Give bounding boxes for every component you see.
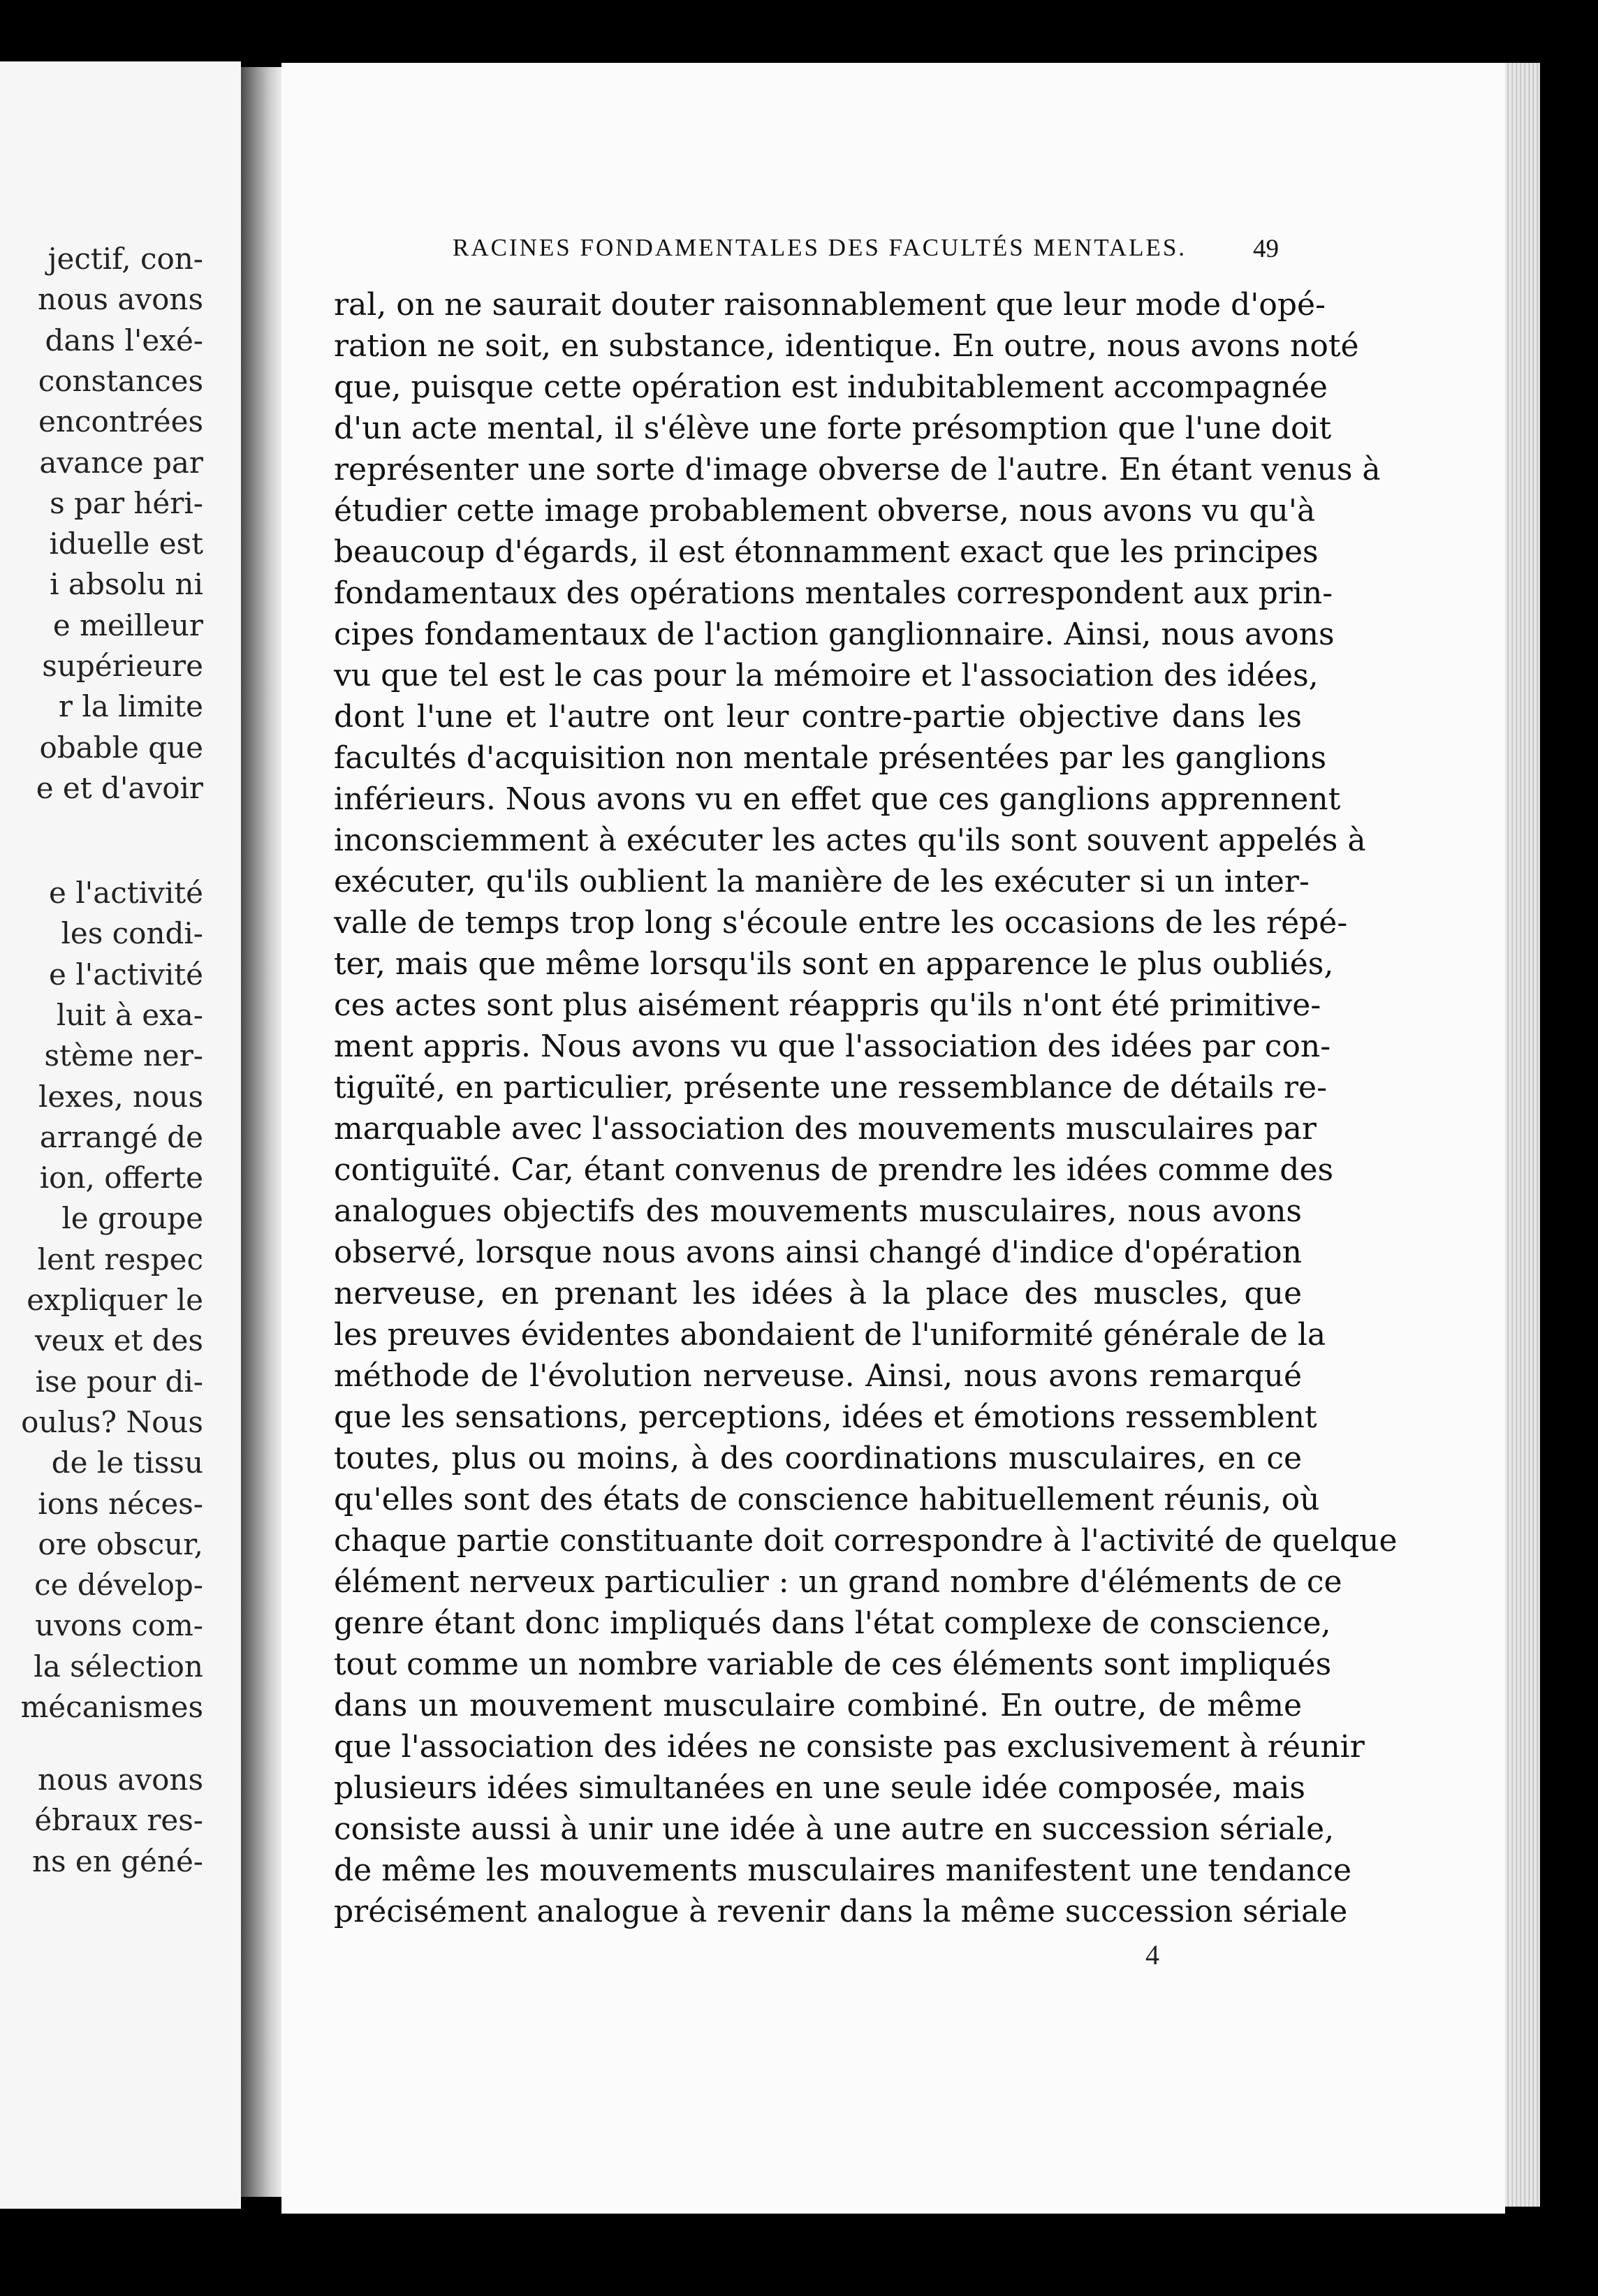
body-line: cipes fondamentaux de l'action ganglionnaire. Ainsi, nous avons xyxy=(334,617,1335,652)
left-page-line: ns en géné- xyxy=(31,1844,203,1878)
body-line: dans un mouvement musculaire combiné. En outre, de même xyxy=(334,1688,1302,1723)
left-page-line: supérieure xyxy=(42,649,203,683)
body-line: que, puisque cette opération est indubitablement accompagnée xyxy=(334,369,1328,405)
left-page-line: stème ner- xyxy=(44,1038,203,1073)
page-number: 49 xyxy=(1253,235,1279,263)
left-page-line: jectif, con- xyxy=(47,242,203,276)
left-page-line: uvons com- xyxy=(35,1608,203,1643)
body-line: ration ne soit, en substance, identique. En outre, nous avons noté xyxy=(334,328,1359,364)
left-page-line: i absolu ni xyxy=(50,567,203,602)
left-page-line: encontrées xyxy=(38,404,203,439)
body-line: élément nerveux particulier : un grand nombre d'éléments de ce xyxy=(334,1564,1342,1600)
body-line: qu'elles sont des états de conscience habituellement réunis, où xyxy=(334,1482,1320,1517)
left-page-line: luit à exa- xyxy=(56,997,203,1032)
body-line: représenter une sorte d'image obverse de l'autre. En étant venus à xyxy=(334,452,1381,487)
body-line: d'un acte mental, il s'élève une forte présomption que l'une doit xyxy=(334,411,1332,446)
left-page-line: ion, offerte xyxy=(39,1161,203,1195)
body-line: toutes, plus ou moins, à des coordinations musculaires, en ce xyxy=(334,1441,1302,1476)
body-line: ment appris. Nous avons vu que l'association des idées par con- xyxy=(334,1029,1331,1064)
left-page-line: lexes, nous xyxy=(38,1079,203,1114)
left-page-line: iduelle est xyxy=(49,527,203,561)
body-text xyxy=(334,284,1398,1932)
left-page-line: mécanismes xyxy=(20,1690,203,1724)
body-line: nerveuse, en prenant les idées à la place des muscles, que xyxy=(334,1276,1302,1311)
left-page-line: ore obscur, xyxy=(38,1526,203,1561)
body-line: genre étant donc impliqués dans l'état complexe de conscience, xyxy=(334,1605,1331,1641)
body-line: que l'association des idées ne consiste pas exclusivement à réunir xyxy=(334,1729,1365,1765)
book-gutter xyxy=(241,67,281,2197)
body-line: consiste aussi à unir une idée à une autre en succession sériale, xyxy=(334,1811,1335,1847)
left-page-line: obable que xyxy=(39,730,203,765)
left-page-line: ise pour di- xyxy=(35,1364,203,1399)
body-line: inconsciemment à exécuter les actes qu'ils sont souvent appelés à xyxy=(334,823,1366,858)
body-line: ral, on ne saurait douter raisonnablement que leur mode d'opé- xyxy=(334,287,1326,323)
body-line: tout comme un nombre variable de ces éléments sont impliqués xyxy=(334,1647,1332,1682)
left-page-line: veux et des xyxy=(34,1323,203,1358)
body-line: plusieurs idées simultanées en une seule idée composée, mais xyxy=(334,1770,1305,1806)
body-line: contiguïté. Car, étant convenus de prendre les idées comme des xyxy=(334,1152,1334,1188)
left-page-line: la sélection xyxy=(34,1649,203,1684)
body-line: facultés d'acquisition non mentale présentées par les ganglions xyxy=(334,740,1327,776)
body-line: exécuter, qu'ils oublient la manière de les exécuter si un inter- xyxy=(334,864,1310,899)
left-page-line: les condi- xyxy=(61,916,203,951)
body-line: chaque partie constituante doit correspondre à l'activité de quelque xyxy=(334,1523,1398,1559)
running-head: RACINES FONDAMENTALES DES FACULTÉS MENTALES. xyxy=(453,234,1187,261)
left-page-line: s par héri- xyxy=(50,485,203,520)
left-page-line: ébraux res- xyxy=(34,1803,203,1838)
body-line: beaucoup d'égards, il est étonnamment exact que les principes xyxy=(334,534,1319,570)
left-page xyxy=(0,61,241,2209)
body-line: analogues objectifs des mouvements musculaires, nous avons xyxy=(334,1193,1302,1229)
signature-mark: 4 xyxy=(1145,1939,1159,1971)
body-line: précisément analogue à revenir dans la même succession sériale xyxy=(334,1894,1348,1929)
left-page-line: e l'activité xyxy=(49,957,203,992)
body-line: les preuves évidentes abondaient de l'uniformité générale de la xyxy=(334,1317,1326,1353)
left-page-line: e l'activité xyxy=(49,876,203,910)
body-line: de même les mouvements musculaires manifestent une tendance xyxy=(334,1853,1351,1888)
left-page-line: nous avons xyxy=(38,1763,203,1797)
body-line: marquable avec l'association des mouvements musculaires par xyxy=(334,1111,1317,1147)
body-line: dont l'une et l'autre ont leur contre-partie objective dans les xyxy=(334,699,1302,735)
body-line: que les sensations, perceptions, idées et émotions ressemblent xyxy=(334,1399,1317,1435)
body-line: ter, mais que même lorsqu'ils sont en apparence le plus oubliés, xyxy=(334,946,1334,982)
left-page-line: dans l'exé- xyxy=(45,323,203,358)
body-line: inférieurs. Nous avons vu en effet que ces ganglions apprennent xyxy=(334,781,1341,817)
left-page-line: le groupe xyxy=(61,1201,203,1236)
left-page-line: expliquer le xyxy=(27,1283,203,1317)
left-page-line: e et d'avoir xyxy=(36,770,203,805)
left-page-line: arrangé de xyxy=(39,1119,203,1154)
left-page-line: avance par xyxy=(39,445,203,480)
left-page-line: constances xyxy=(38,363,203,398)
left-page-line: e meilleur xyxy=(52,608,203,642)
left-page-line: lent respec xyxy=(37,1242,203,1276)
body-line: méthode de l'évolution nerveuse. Ainsi, nous avons remarqué xyxy=(334,1358,1302,1394)
body-line: étudier cette image probablement obverse, nous avons vu qu'à xyxy=(334,493,1316,529)
body-line: observé, lorsque nous avons ainsi changé d'indice d'opération xyxy=(334,1235,1302,1270)
left-page-line: ce dévelop- xyxy=(34,1568,203,1603)
body-line: vu que tel est le cas pour la mémoire et l'association des idées, xyxy=(334,658,1319,693)
body-line: ces actes sont plus aisément réappris qu'ils n'ont été primitive- xyxy=(334,987,1321,1023)
left-page-line: ions néces- xyxy=(38,1486,203,1521)
left-page-line: r la limite xyxy=(58,689,203,724)
body-line: fondamentaux des opérations mentales correspondent aux prin- xyxy=(334,575,1333,611)
body-line: tiguïté, en particulier, présente une ressemblance de détails re- xyxy=(334,1070,1327,1105)
left-page-line: nous avons xyxy=(38,282,203,317)
body-line: valle de temps trop long s'écoule entre les occasions de les répé- xyxy=(334,905,1348,941)
left-page-line: oulus? Nous xyxy=(21,1404,203,1439)
page-edge xyxy=(1505,63,1540,2207)
left-page-line: de le tissu xyxy=(51,1445,203,1480)
